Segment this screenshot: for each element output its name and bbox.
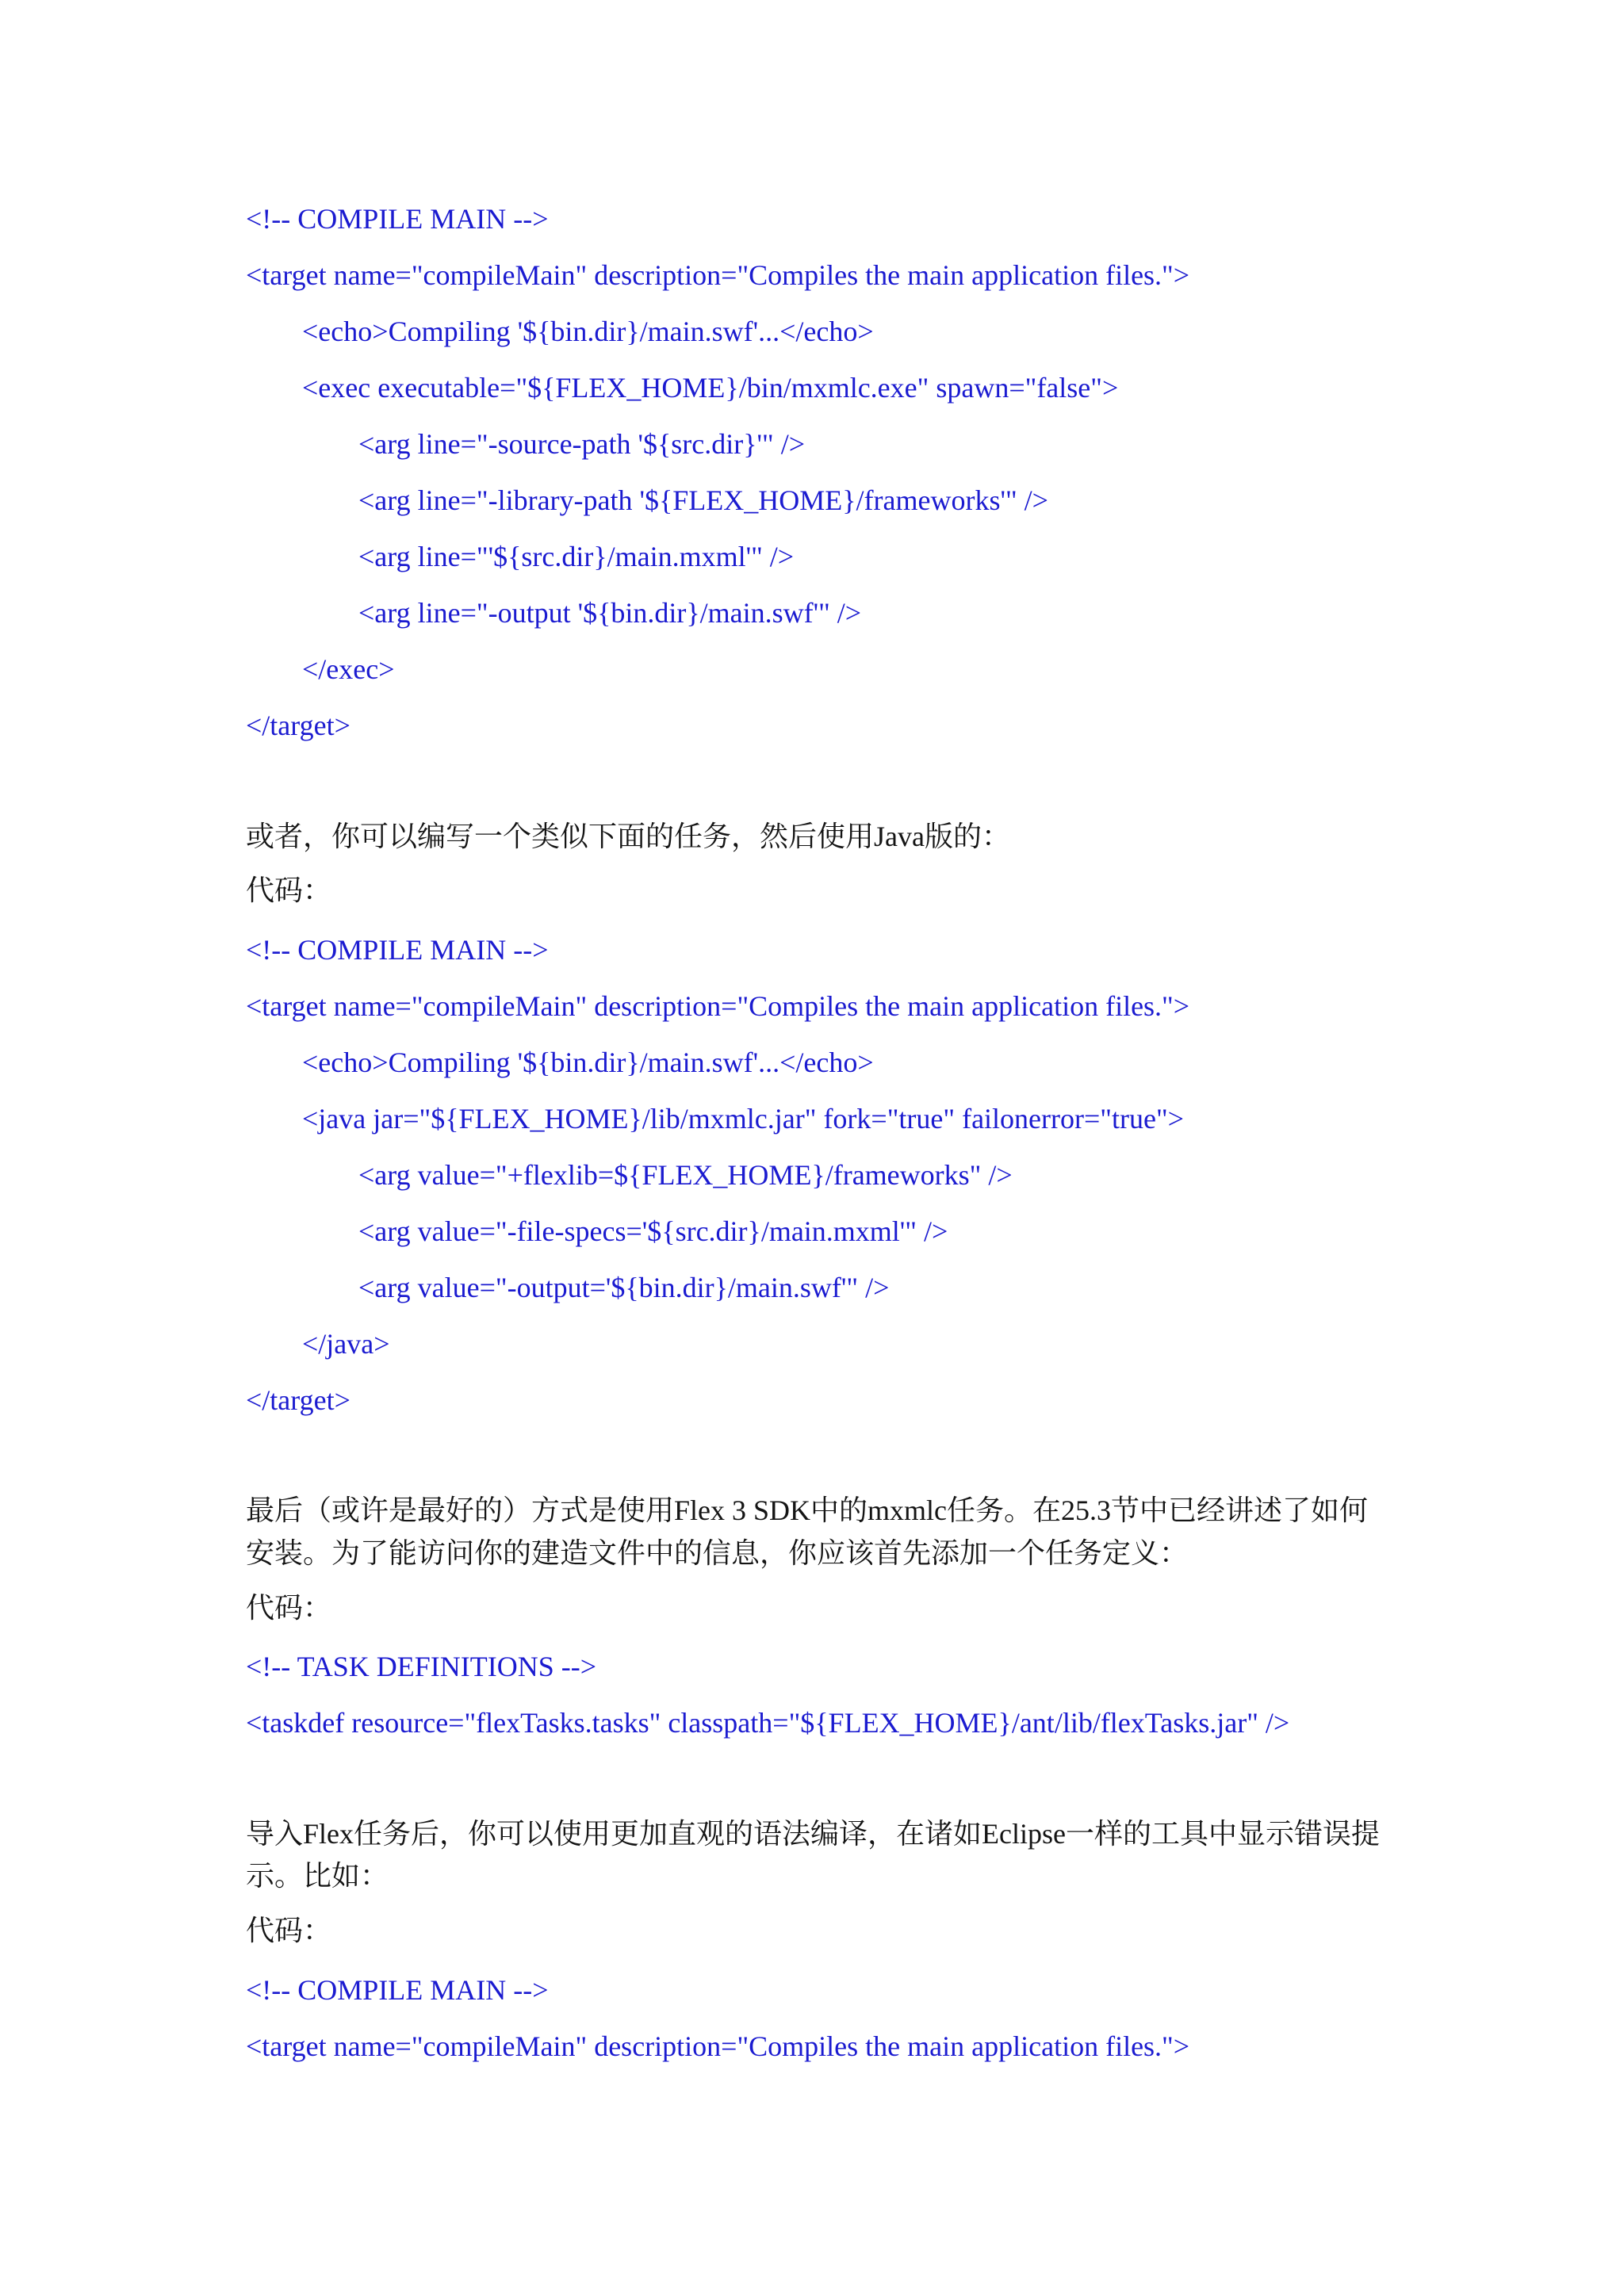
code-comment: <!-- COMPILE MAIN --> [246, 203, 549, 235]
code-label: 代码： [246, 1915, 332, 1946]
code-label: 代码： [246, 1592, 332, 1624]
code-line: <arg line="-output '${bin.dir}/main.swf'" /> [358, 597, 862, 629]
body-paragraph-line: 示。比如： [246, 1860, 389, 1892]
code-line: <arg value="-output='${bin.dir}/main.swf'" /> [358, 1272, 890, 1303]
code-line: <echo>Compiling '${bin.dir}/main.swf'...</echo> [302, 1047, 874, 1078]
code-line: </java> [302, 1328, 390, 1360]
code-line: <target name="compileMain" description="Compiles the main application files."> [246, 2030, 1190, 2062]
code-comment: <!-- COMPILE MAIN --> [246, 934, 549, 966]
code-line: <arg value="-file-specs='${src.dir}/main.mxml'" /> [358, 1215, 948, 1247]
code-line: </exec> [302, 653, 395, 685]
code-line: <target name="compileMain" description="Compiles the main application files."> [246, 259, 1190, 291]
code-line: <exec executable="${FLEX_HOME}/bin/mxmlc.exe" spawn="false"> [302, 372, 1119, 404]
body-paragraph-line: 导入Flex任务后，你可以使用更加直观的语法编译，在诸如Eclipse一样的工具中显示错误提 [246, 1818, 1380, 1850]
body-paragraph-line: 安装。为了能访问你的建造文件中的信息，你应该首先添加一个任务定义： [246, 1537, 1189, 1569]
code-line: <arg value="+flexlib=${FLEX_HOME}/frameworks" /> [358, 1159, 1013, 1191]
body-paragraph: 或者，你可以编写一个类似下面的任务，然后使用Java版的： [246, 821, 1010, 852]
code-line: <arg line="-library-path '${FLEX_HOME}/frameworks'" /> [358, 484, 1048, 516]
code-line: <java jar="${FLEX_HOME}/lib/mxmlc.jar" fork="true" failonerror="true"> [302, 1103, 1184, 1135]
code-line: <echo>Compiling '${bin.dir}/main.swf'...</echo> [302, 316, 874, 347]
code-line: <arg line="-source-path '${src.dir}'" /> [358, 428, 806, 460]
code-line: </target> [246, 710, 350, 741]
code-line: <taskdef resource="flexTasks.tasks" classpath="${FLEX_HOME}/ant/lib/flexTasks.jar" /> [246, 1707, 1290, 1739]
code-line: </target> [246, 1384, 350, 1416]
code-comment: <!-- TASK DEFINITIONS --> [246, 1651, 597, 1682]
code-label: 代码： [246, 874, 332, 906]
code-comment: <!-- COMPILE MAIN --> [246, 1974, 549, 2006]
code-line: <target name="compileMain" description="Compiles the main application files."> [246, 990, 1190, 1022]
code-line: <arg line="'${src.dir}/main.mxml'" /> [358, 541, 795, 572]
body-paragraph-line: 最后（或许是最好的）方式是使用Flex 3 SDK中的mxmlc任务。在25.3节中已经讲述了如何 [246, 1494, 1369, 1526]
